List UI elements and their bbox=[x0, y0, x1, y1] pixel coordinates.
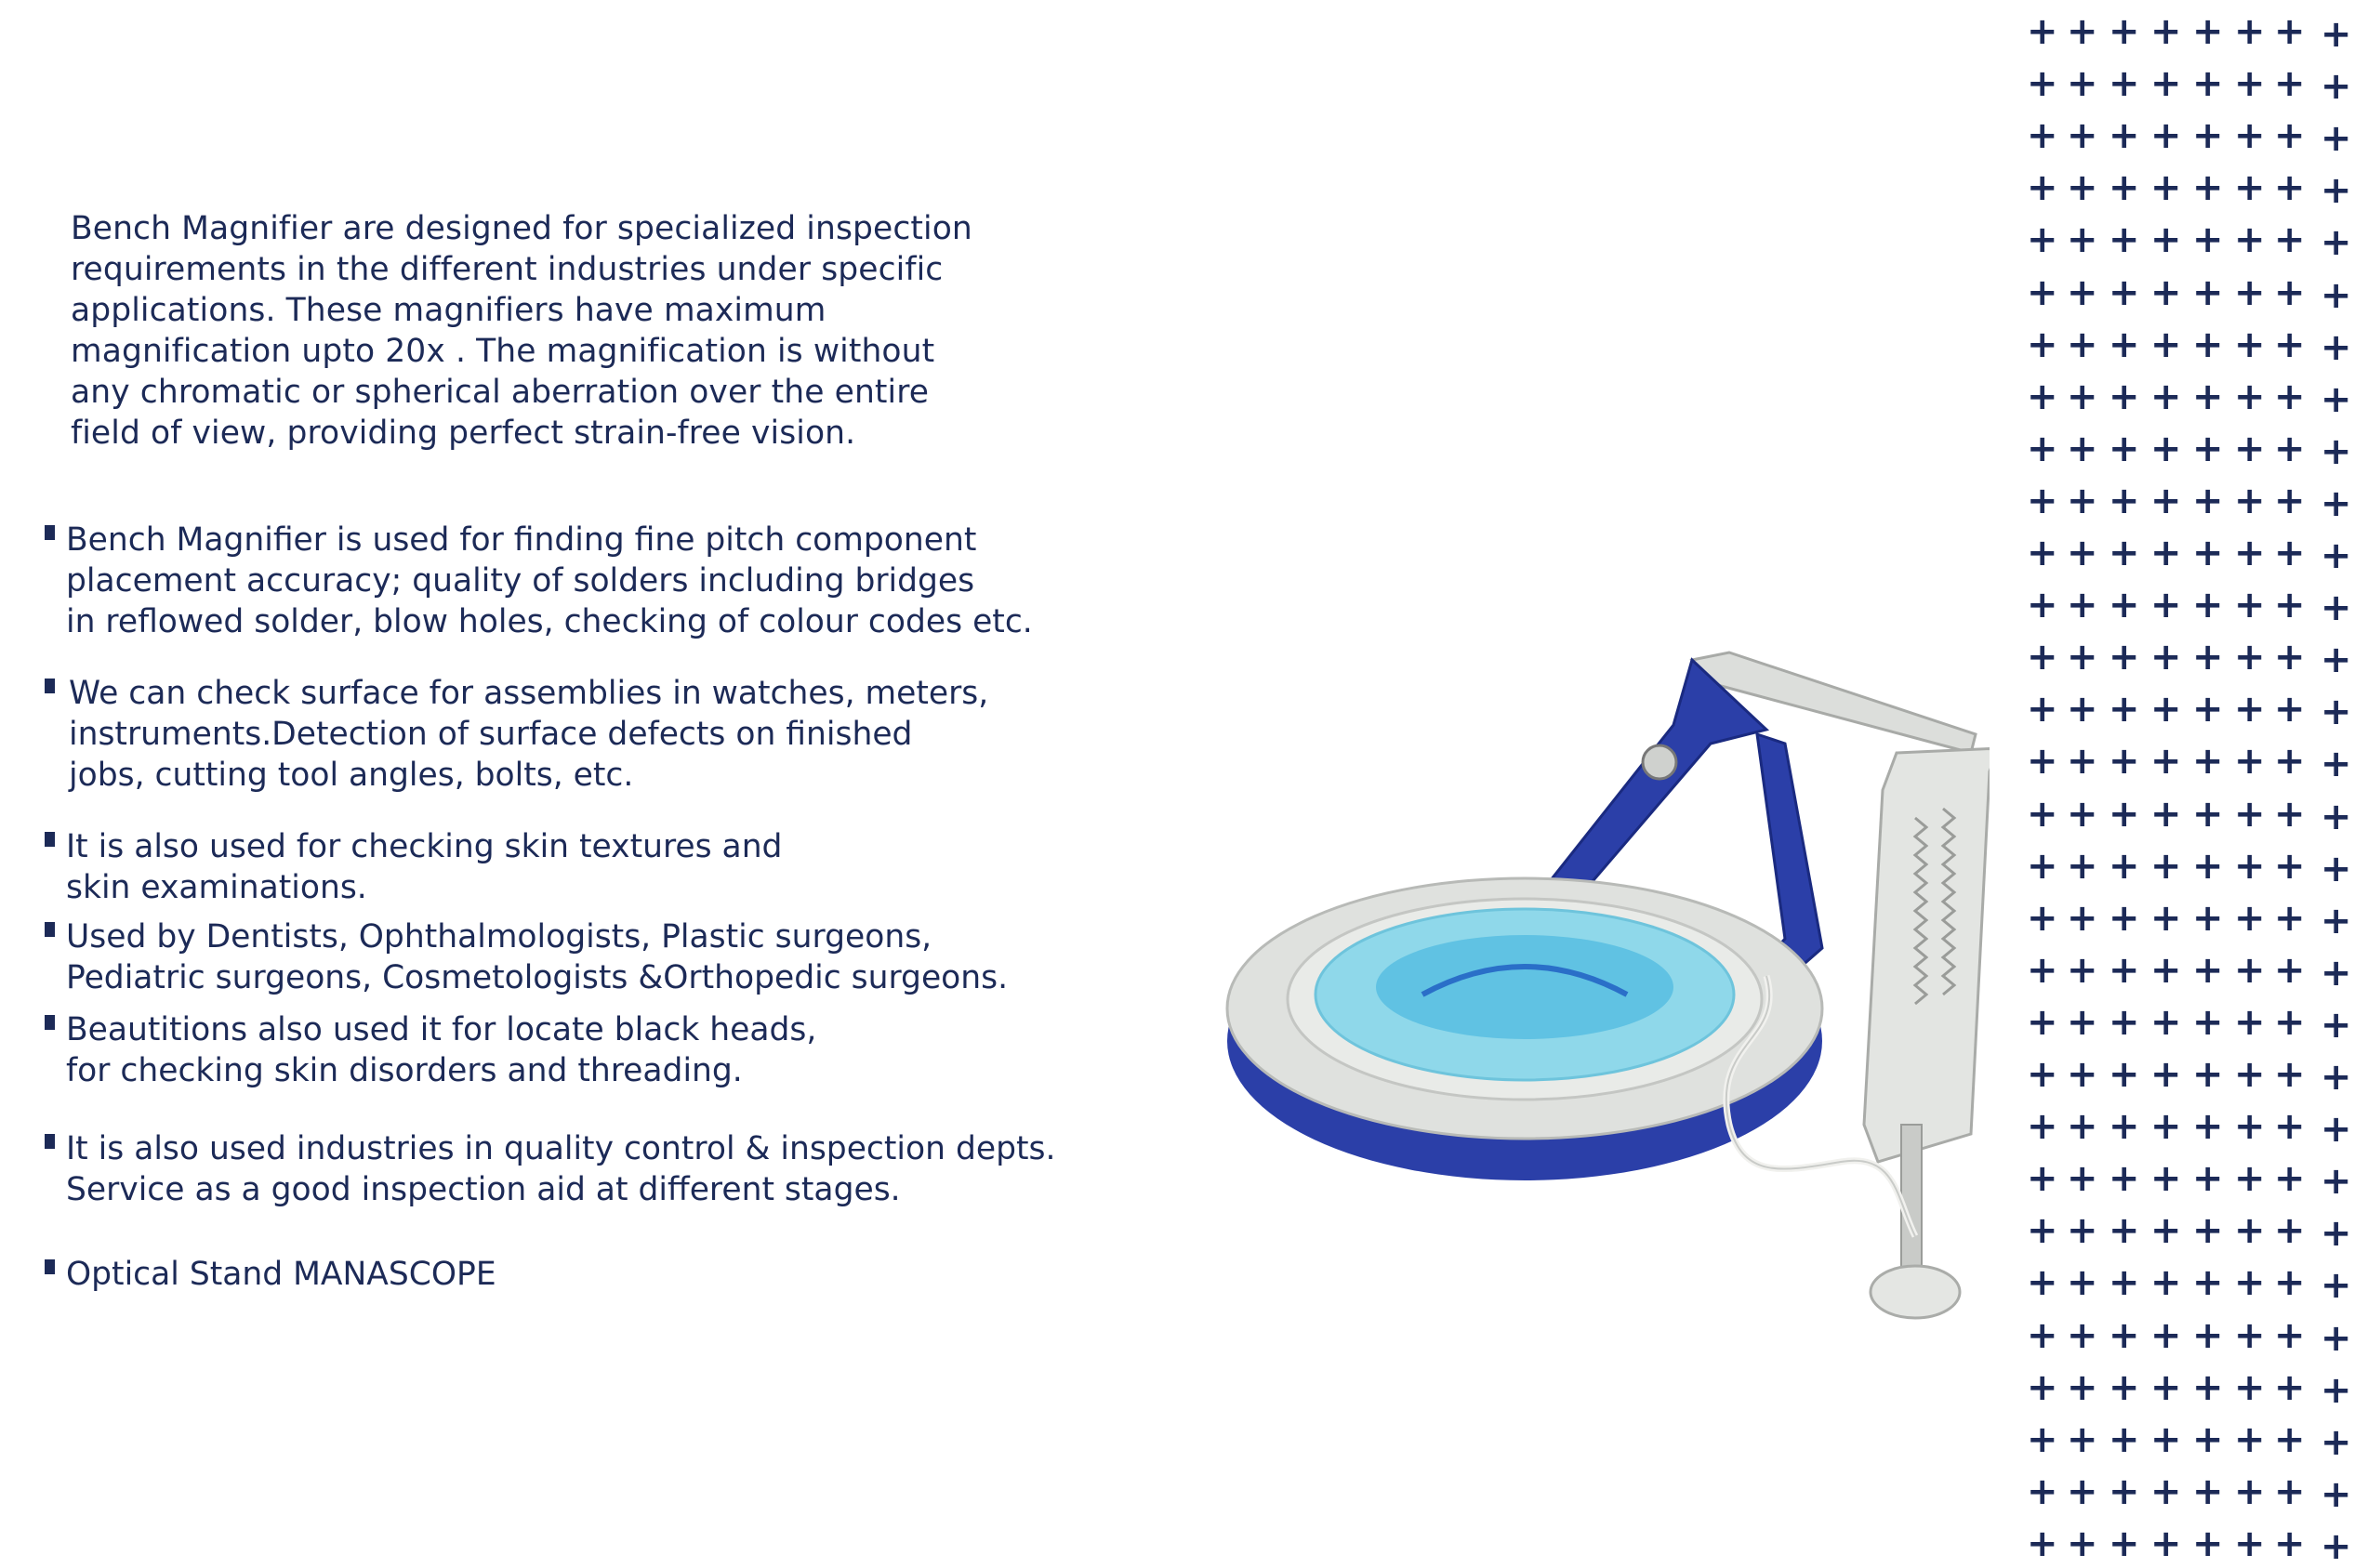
plus-icon: + bbox=[2320, 1160, 2352, 1204]
plus-icon: + bbox=[2027, 1000, 2058, 1044]
plus-icon: + bbox=[2234, 792, 2266, 836]
plus-icon: + bbox=[2109, 532, 2140, 574]
plus-icon: + bbox=[2320, 1108, 2352, 1152]
plus-icon: + bbox=[2150, 1209, 2182, 1253]
plus-icon: + bbox=[2192, 896, 2224, 940]
plus-icon: + bbox=[2067, 114, 2098, 158]
bullet-marker bbox=[45, 525, 55, 540]
plus-icon: + bbox=[2274, 1313, 2306, 1357]
plus-icon: + bbox=[2067, 375, 2098, 418]
plus-icon: + bbox=[2274, 740, 2306, 784]
plus-icon: + bbox=[2150, 1417, 2182, 1461]
plus-icon: + bbox=[2109, 636, 2140, 679]
plus-icon: + bbox=[2150, 1105, 2182, 1149]
bullet-line: placement accuracy; quality of solders including bridges bbox=[66, 562, 975, 600]
plus-icon: + bbox=[2320, 899, 2352, 942]
lens-light bbox=[1376, 935, 1673, 1039]
plus-icon: + bbox=[2067, 1313, 2098, 1357]
plus-icon: + bbox=[2027, 688, 2058, 731]
plus-icon: + bbox=[2150, 896, 2182, 940]
bench-magnifier-image bbox=[1190, 641, 1990, 1348]
plus-icon: + bbox=[2274, 792, 2306, 836]
plus-icon: + bbox=[2067, 323, 2098, 366]
plus-icon: + bbox=[2067, 1522, 2098, 1565]
plus-icon: + bbox=[2274, 62, 2306, 106]
plus-icon: + bbox=[2067, 688, 2098, 731]
plus-icon: + bbox=[2027, 1365, 2058, 1409]
plus-icon: + bbox=[2109, 1157, 2140, 1201]
bullet-marker bbox=[45, 1259, 55, 1274]
intro-line: magnification upto 20x . The magnification is without bbox=[71, 333, 935, 370]
plus-icon: + bbox=[2274, 532, 2306, 574]
plus-icon: + bbox=[2150, 532, 2182, 574]
plus-icon: + bbox=[2234, 688, 2266, 731]
plus-icon: + bbox=[2320, 1316, 2352, 1360]
plus-icon: + bbox=[2027, 1417, 2058, 1461]
plus-icon: + bbox=[2274, 1522, 2306, 1565]
plus-icon: + bbox=[2067, 1365, 2098, 1409]
plus-icon: + bbox=[2109, 1000, 2140, 1044]
plus-icon: + bbox=[2274, 427, 2306, 470]
plus-icon: + bbox=[2150, 1522, 2182, 1565]
bullet-line: for checking skin disorders and threading. bbox=[66, 1052, 743, 1089]
plus-icon: + bbox=[2274, 218, 2306, 262]
plus-icon: + bbox=[2027, 740, 2058, 784]
plus-icon: + bbox=[2234, 1522, 2266, 1565]
bullet-line: Beautitions also used it for locate black heads, bbox=[66, 1011, 817, 1048]
plus-icon: + bbox=[2109, 479, 2140, 522]
bullet-item-beauticians bbox=[45, 1009, 816, 1091]
plus-icon: + bbox=[2067, 1209, 2098, 1253]
plus-icon: + bbox=[2274, 948, 2306, 992]
plus-icon: + bbox=[2192, 1417, 2224, 1461]
plus-icon: + bbox=[2150, 1000, 2182, 1044]
plus-icon: + bbox=[2274, 896, 2306, 940]
plus-icon: + bbox=[2274, 688, 2306, 731]
plus-icon: + bbox=[2192, 584, 2224, 627]
plus-icon: + bbox=[2192, 1157, 2224, 1201]
plus-icon: + bbox=[2027, 166, 2058, 210]
plus-icon: + bbox=[2027, 479, 2058, 522]
plus-icon: + bbox=[2027, 1522, 2058, 1565]
plus-icon: + bbox=[2234, 1261, 2266, 1305]
intro-line: applications. These magnifiers have maximum bbox=[71, 292, 826, 329]
plus-icon: + bbox=[2192, 10, 2224, 53]
plus-icon: + bbox=[2067, 1157, 2098, 1201]
plus-icon: + bbox=[2109, 1417, 2140, 1461]
plus-icon: + bbox=[2109, 270, 2140, 314]
plus-icon: + bbox=[2234, 1469, 2266, 1513]
plus-icon: + bbox=[2027, 1209, 2058, 1253]
plus-icon: + bbox=[2150, 479, 2182, 522]
plus-icon: + bbox=[2320, 1368, 2352, 1412]
plus-icon: + bbox=[2150, 323, 2182, 366]
plus-icon: + bbox=[2274, 323, 2306, 366]
plus-icon: + bbox=[2027, 114, 2058, 158]
plus-icon: + bbox=[2067, 740, 2098, 784]
plus-icon: + bbox=[2109, 584, 2140, 627]
plus-icon: + bbox=[2109, 62, 2140, 106]
plus-icon: + bbox=[2150, 62, 2182, 106]
plus-icon: + bbox=[2150, 218, 2182, 262]
plus-icon: + bbox=[2274, 1053, 2306, 1096]
plus-icon: + bbox=[2234, 62, 2266, 106]
plus-icon: + bbox=[2192, 636, 2224, 679]
plus-icon: + bbox=[2150, 740, 2182, 784]
plus-icon: + bbox=[2150, 688, 2182, 731]
plus-icon: + bbox=[2109, 792, 2140, 836]
pivot-knob-icon bbox=[1643, 745, 1676, 779]
plus-icon: + bbox=[2320, 65, 2352, 109]
plus-icon: + bbox=[2320, 377, 2352, 421]
plus-icon: + bbox=[2027, 62, 2058, 106]
plus-icon: + bbox=[2109, 1105, 2140, 1149]
plus-icon: + bbox=[2234, 1365, 2266, 1409]
plus-icon: + bbox=[2150, 1157, 2182, 1201]
plus-icon: + bbox=[2027, 1313, 2058, 1357]
plus-icon: + bbox=[2109, 375, 2140, 418]
plus-icon: + bbox=[2067, 636, 2098, 679]
plus-icon: + bbox=[2192, 1365, 2224, 1409]
plus-icon: + bbox=[2320, 951, 2352, 995]
plus-icon: + bbox=[2192, 1209, 2224, 1253]
bullet-item-skin-textures bbox=[45, 826, 782, 908]
plus-icon: + bbox=[2234, 1053, 2266, 1096]
plus-icon: + bbox=[2067, 584, 2098, 627]
plus-icon: + bbox=[2234, 1313, 2266, 1357]
plus-icon: + bbox=[2234, 375, 2266, 418]
plus-icon: + bbox=[2320, 586, 2352, 630]
plus-icon: + bbox=[2027, 10, 2058, 53]
plus-icon: + bbox=[2320, 639, 2352, 682]
plus-icon: + bbox=[2274, 636, 2306, 679]
plus-icon: + bbox=[2192, 532, 2224, 574]
plus-icon: + bbox=[2234, 1105, 2266, 1149]
plus-icon: + bbox=[2192, 1469, 2224, 1513]
plus-icon: + bbox=[2027, 270, 2058, 314]
plus-icon: + bbox=[2192, 1105, 2224, 1149]
bullet-line: Pediatric surgeons, Cosmetologists &Orthopedic surgeons. bbox=[66, 959, 1009, 996]
plus-icon: + bbox=[2027, 1053, 2058, 1096]
bullet-line: Bench Magnifier is used for finding fine pitch component bbox=[66, 521, 977, 559]
bullet-marker bbox=[45, 922, 55, 937]
plus-icon: + bbox=[2274, 1157, 2306, 1201]
plus-icon: + bbox=[2234, 948, 2266, 992]
plus-icon: + bbox=[2274, 1261, 2306, 1305]
plus-icon: + bbox=[2320, 534, 2352, 577]
plus-icon: + bbox=[2320, 325, 2352, 369]
plus-icon: + bbox=[2234, 218, 2266, 262]
plus-icon: + bbox=[2109, 688, 2140, 731]
plus-icon: + bbox=[2320, 1264, 2352, 1308]
bullet-line: Service as a good inspection aid at different stages. bbox=[66, 1171, 901, 1208]
plus-icon: + bbox=[2027, 1469, 2058, 1513]
plus-icon: + bbox=[2274, 270, 2306, 314]
plus-icon: + bbox=[2320, 795, 2352, 838]
bullet-item-surface-check bbox=[45, 673, 988, 796]
plus-icon: + bbox=[2192, 218, 2224, 262]
vertical-arm bbox=[1864, 748, 1990, 1162]
plus-icon: + bbox=[2109, 427, 2140, 470]
plus-icon: + bbox=[2150, 948, 2182, 992]
bullet-item-optical-stand bbox=[45, 1254, 496, 1295]
plus-icon: + bbox=[2234, 1157, 2266, 1201]
plus-icon: + bbox=[2234, 584, 2266, 627]
plus-icon: + bbox=[2234, 427, 2266, 470]
plus-icon: + bbox=[2150, 636, 2182, 679]
bullet-marker bbox=[45, 1134, 55, 1149]
plus-icon: + bbox=[2320, 1003, 2352, 1047]
plus-icon: + bbox=[2067, 479, 2098, 522]
plus-icon: + bbox=[2234, 323, 2266, 366]
bullet-marker bbox=[45, 1015, 55, 1030]
bullet-marker bbox=[45, 679, 55, 693]
plus-icon: + bbox=[2109, 896, 2140, 940]
decorative-plus-pattern bbox=[2027, 10, 2361, 1568]
plus-icon: + bbox=[2320, 221, 2352, 265]
plus-icon: + bbox=[2027, 218, 2058, 262]
plus-icon: + bbox=[2234, 10, 2266, 53]
plus-icon: + bbox=[2067, 792, 2098, 836]
intro-paragraph bbox=[71, 208, 1038, 454]
plus-icon: + bbox=[2067, 427, 2098, 470]
bullet-line: in reflowed solder, blow holes, checking of colour codes etc. bbox=[66, 603, 1033, 640]
plus-icon: + bbox=[2234, 479, 2266, 522]
bullet-item-medical-users bbox=[45, 916, 1008, 998]
plus-icon: + bbox=[2234, 1417, 2266, 1461]
plus-icon: + bbox=[2150, 1053, 2182, 1096]
bullet-marker bbox=[45, 832, 55, 847]
plus-icon: + bbox=[2192, 270, 2224, 314]
plus-icon: + bbox=[2274, 844, 2306, 888]
plus-icon: + bbox=[2192, 166, 2224, 210]
plus-icon: + bbox=[2027, 1105, 2058, 1149]
bullet-line: jobs, cutting tool angles, bolts, etc. bbox=[69, 757, 634, 794]
intro-line: Bench Magnifier are designed for specialized inspection bbox=[71, 210, 972, 247]
plus-icon: + bbox=[2027, 1261, 2058, 1305]
plus-icon: + bbox=[2234, 166, 2266, 210]
plus-icon: + bbox=[2109, 166, 2140, 210]
plus-icon: + bbox=[2150, 844, 2182, 888]
plus-icon: + bbox=[2109, 114, 2140, 158]
plus-icon: + bbox=[2109, 1365, 2140, 1409]
bullet-line: It is also used for checking skin textures and bbox=[66, 828, 783, 865]
plus-icon: + bbox=[2234, 114, 2266, 158]
plus-icon: + bbox=[2320, 1056, 2352, 1099]
plus-icon: + bbox=[2067, 218, 2098, 262]
plus-icon: + bbox=[2274, 114, 2306, 158]
plus-icon: + bbox=[2150, 114, 2182, 158]
plus-icon: + bbox=[2234, 1000, 2266, 1044]
plus-icon: + bbox=[2192, 688, 2224, 731]
plus-icon: + bbox=[2067, 948, 2098, 992]
plus-icon: + bbox=[2109, 10, 2140, 53]
plus-icon: + bbox=[2274, 1417, 2306, 1461]
plus-icon: + bbox=[2109, 740, 2140, 784]
plus-icon: + bbox=[2192, 844, 2224, 888]
plus-icon: + bbox=[2027, 948, 2058, 992]
plus-icon: + bbox=[2109, 1053, 2140, 1096]
plus-icon: + bbox=[2150, 375, 2182, 418]
plus-icon: + bbox=[2192, 479, 2224, 522]
plus-icon: + bbox=[2027, 584, 2058, 627]
plus-icon: + bbox=[2234, 1209, 2266, 1253]
plus-icon: + bbox=[2067, 270, 2098, 314]
plus-icon: + bbox=[2067, 1105, 2098, 1149]
plus-icon: + bbox=[2274, 166, 2306, 210]
plus-icon: + bbox=[2320, 429, 2352, 473]
bullet-item-pcb-inspection bbox=[45, 520, 1033, 642]
plus-icon: + bbox=[2109, 1313, 2140, 1357]
plus-icon: + bbox=[2067, 1000, 2098, 1044]
bullet-line: It is also used industries in quality control & inspection depts. bbox=[66, 1130, 1056, 1167]
plus-icon: + bbox=[2274, 1209, 2306, 1253]
bullet-line: instruments.Detection of surface defects on finished bbox=[69, 716, 913, 753]
plus-icon: + bbox=[2109, 844, 2140, 888]
plus-icon: + bbox=[2320, 117, 2352, 161]
plus-icon: + bbox=[2192, 948, 2224, 992]
plus-icon: + bbox=[2027, 896, 2058, 940]
bullet-line: Used by Dentists, Ophthalmologists, Plastic surgeons, bbox=[66, 918, 932, 955]
plus-icon: + bbox=[2192, 1261, 2224, 1305]
plus-icon: + bbox=[2320, 691, 2352, 734]
bullet-item-quality-control bbox=[45, 1128, 1055, 1210]
plus-icon: + bbox=[2109, 1209, 2140, 1253]
plus-icon: + bbox=[2274, 1469, 2306, 1513]
plus-icon: + bbox=[2234, 844, 2266, 888]
plus-icon: + bbox=[2192, 375, 2224, 418]
plus-icon: + bbox=[2320, 13, 2352, 56]
plus-icon: + bbox=[2027, 375, 2058, 418]
plus-icon: + bbox=[2150, 166, 2182, 210]
plus-icon: + bbox=[2067, 62, 2098, 106]
plus-icon: + bbox=[2234, 896, 2266, 940]
plus-icon: + bbox=[2234, 532, 2266, 574]
plus-icon: + bbox=[2067, 10, 2098, 53]
plus-icon: + bbox=[2150, 10, 2182, 53]
intro-line: any chromatic or spherical aberration over the entire bbox=[71, 374, 930, 411]
plus-icon: + bbox=[2109, 1261, 2140, 1305]
plus-icon: + bbox=[2150, 270, 2182, 314]
plus-icon: + bbox=[2274, 1000, 2306, 1044]
bullet-line: skin examinations. bbox=[66, 869, 367, 906]
stand-clamp bbox=[1871, 1266, 1960, 1318]
plus-icon: + bbox=[2150, 1469, 2182, 1513]
plus-icon: + bbox=[2067, 844, 2098, 888]
plus-icon: + bbox=[2192, 114, 2224, 158]
plus-icon: + bbox=[2320, 481, 2352, 525]
plus-icon: + bbox=[2027, 323, 2058, 366]
plus-icon: + bbox=[2150, 427, 2182, 470]
plus-icon: + bbox=[2320, 1472, 2352, 1516]
plus-icon: + bbox=[2192, 1522, 2224, 1565]
plus-icon: + bbox=[2320, 169, 2352, 213]
plus-icon: + bbox=[2274, 1365, 2306, 1409]
plus-icon: + bbox=[2150, 1313, 2182, 1357]
plus-icon: + bbox=[2027, 844, 2058, 888]
plus-icon: + bbox=[2067, 1261, 2098, 1305]
plus-icon: + bbox=[2192, 427, 2224, 470]
plus-icon: + bbox=[2067, 896, 2098, 940]
plus-icon: + bbox=[2192, 1000, 2224, 1044]
intro-line: field of view, providing perfect strain-free vision. bbox=[71, 415, 856, 452]
bullet-line: We can check surface for assemblies in watches, meters, bbox=[69, 675, 989, 712]
plus-icon: + bbox=[2274, 10, 2306, 53]
plus-icon: + bbox=[2067, 1417, 2098, 1461]
plus-icon: + bbox=[2274, 479, 2306, 522]
plus-icon: + bbox=[2320, 847, 2352, 890]
plus-icon: + bbox=[2109, 1469, 2140, 1513]
plus-icon: + bbox=[2109, 948, 2140, 992]
plus-icon: + bbox=[2027, 532, 2058, 574]
plus-icon: + bbox=[2320, 743, 2352, 786]
plus-icon: + bbox=[2067, 532, 2098, 574]
plus-icon: + bbox=[2234, 740, 2266, 784]
plus-icon: + bbox=[2192, 323, 2224, 366]
plus-icon: + bbox=[2320, 273, 2352, 317]
plus-icon: + bbox=[2192, 1313, 2224, 1357]
plus-icon: + bbox=[2320, 1524, 2352, 1568]
intro-line: requirements in the different industries under specific bbox=[71, 251, 944, 288]
plus-icon: + bbox=[2192, 62, 2224, 106]
plus-icon: + bbox=[2109, 323, 2140, 366]
plus-icon: + bbox=[2067, 166, 2098, 210]
plus-icon: + bbox=[2109, 1522, 2140, 1565]
plus-icon: + bbox=[2274, 1105, 2306, 1149]
plus-icon: + bbox=[2109, 218, 2140, 262]
plus-icon: + bbox=[2150, 792, 2182, 836]
plus-icon: + bbox=[2192, 792, 2224, 836]
plus-icon: + bbox=[2234, 270, 2266, 314]
plus-icon: + bbox=[2274, 584, 2306, 627]
plus-icon: + bbox=[2067, 1469, 2098, 1513]
plus-icon: + bbox=[2234, 636, 2266, 679]
plus-icon: + bbox=[2150, 1365, 2182, 1409]
plus-icon: + bbox=[2150, 584, 2182, 627]
plus-icon: + bbox=[2150, 1261, 2182, 1305]
plus-icon: + bbox=[2027, 427, 2058, 470]
plus-icon: + bbox=[2320, 1212, 2352, 1256]
plus-icon: + bbox=[2027, 636, 2058, 679]
plus-icon: + bbox=[2274, 375, 2306, 418]
plus-icon: + bbox=[2027, 1157, 2058, 1201]
plus-icon: + bbox=[2192, 1053, 2224, 1096]
bullet-line: Optical Stand MANASCOPE bbox=[66, 1256, 496, 1293]
plus-icon: + bbox=[2067, 1053, 2098, 1096]
plus-icon: + bbox=[2027, 792, 2058, 836]
plus-icon: + bbox=[2192, 740, 2224, 784]
plus-icon: + bbox=[2320, 1420, 2352, 1464]
